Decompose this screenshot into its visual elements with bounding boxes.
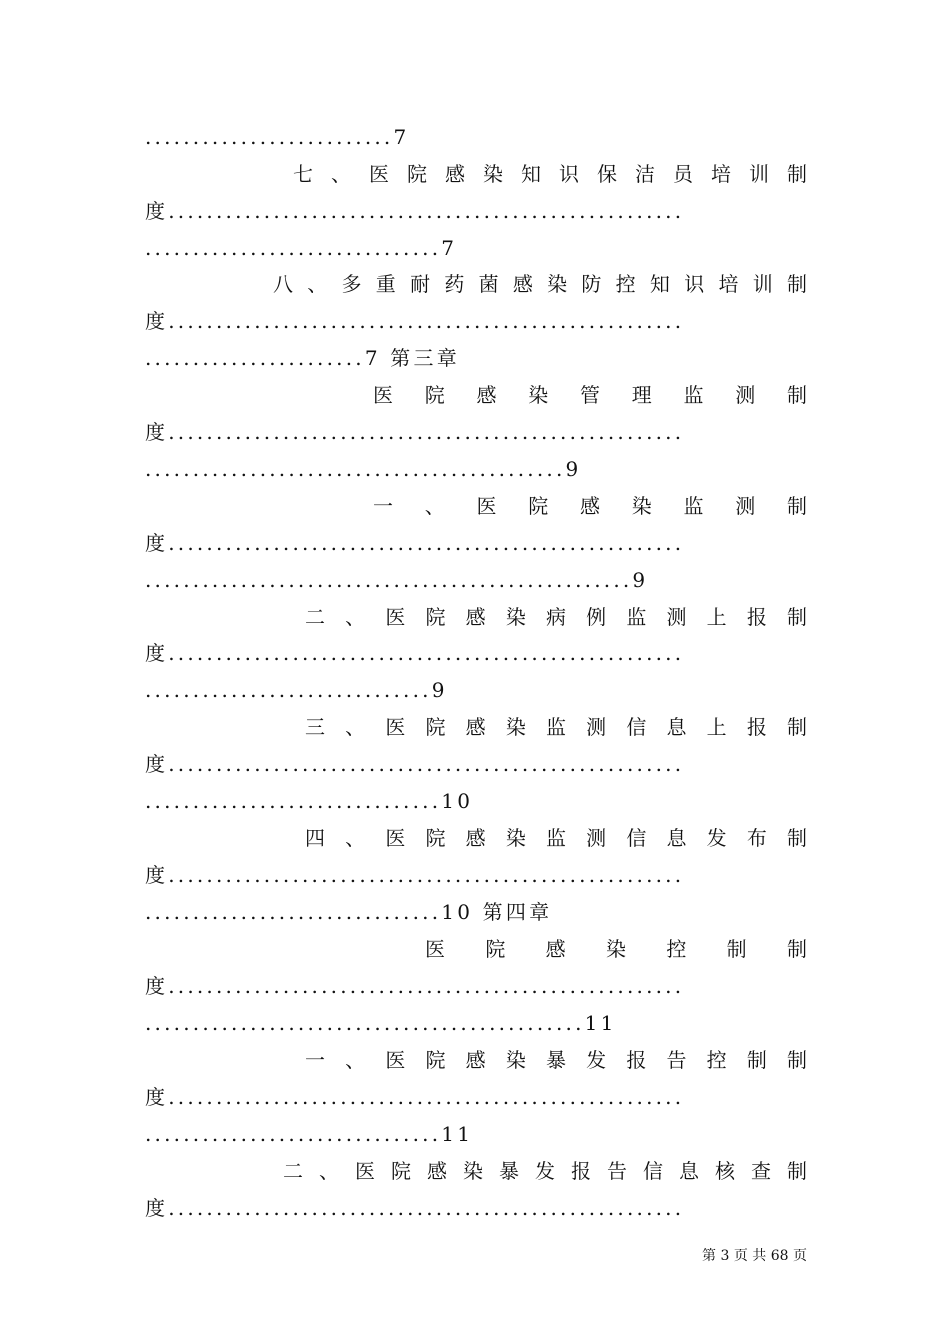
toc-leader-line: 度...................................................... <box>145 752 685 776</box>
toc-leader-line: 度...................................................... <box>145 863 685 887</box>
toc-entry-title: 一 、 医 院 感 染 暴 发 报 告 控 制 制 <box>305 1048 807 1072</box>
toc-leader-line: ...............................11 <box>145 1122 474 1146</box>
toc-entry-title: 二 、 医 院 感 染 病 例 监 测 上 报 制 <box>305 605 807 629</box>
toc-leader-line: ...............................10 第四章 <box>145 900 553 924</box>
toc-leader-line: ...............................10 <box>145 789 474 813</box>
page-number-footer: 第 3 页 共 68 页 <box>702 1248 807 1264</box>
toc-leader-line: 度...................................................... <box>145 199 685 223</box>
toc-entry-title: 二 、 医 院 感 染 暴 发 报 告 信 息 核 查 制 <box>283 1159 807 1183</box>
toc-entry-title: 一 、 医 院 感 染 监 测 制 <box>373 494 807 518</box>
toc-chapter-title: 医 院 感 染 管 理 监 测 制 <box>373 383 807 407</box>
toc-leader-line: ..............................................11 <box>145 1011 617 1035</box>
toc-leader-line: 度...................................................... <box>145 974 685 998</box>
toc-leader-line: 度...................................................... <box>145 420 685 444</box>
toc-entry-title: 八 、 多 重 耐 药 菌 感 染 防 控 知 识 培 训 制 <box>273 272 807 296</box>
toc-chapter-title: 医 院 感 染 控 制 制 <box>425 937 807 961</box>
toc-entry-title: 四 、 医 院 感 染 监 测 信 息 发 布 制 <box>305 826 807 850</box>
toc-leader-line: ...............................7 <box>145 236 458 260</box>
toc-leader-line: 度...................................................... <box>145 531 685 555</box>
toc-leader-line: ...................................................9 <box>145 568 649 592</box>
toc-leader-line: ..........................7 <box>145 125 410 149</box>
toc-leader-line: .......................7 第三章 <box>145 346 460 370</box>
toc-leader-line: 度...................................................... <box>145 1196 685 1220</box>
toc-entry-title: 三 、 医 院 感 染 监 测 信 息 上 报 制 <box>305 715 807 739</box>
toc-leader-line: ............................................9 <box>145 457 582 481</box>
toc-entry-title: 七 、 医 院 感 染 知 识 保 洁 员 培 训 制 <box>293 162 807 186</box>
toc-leader-line: 度...................................................... <box>145 641 685 665</box>
toc-leader-line: ..............................9 <box>145 678 448 702</box>
toc-leader-line: 度...................................................... <box>145 309 685 333</box>
toc-leader-line: 度...................................................... <box>145 1085 685 1109</box>
